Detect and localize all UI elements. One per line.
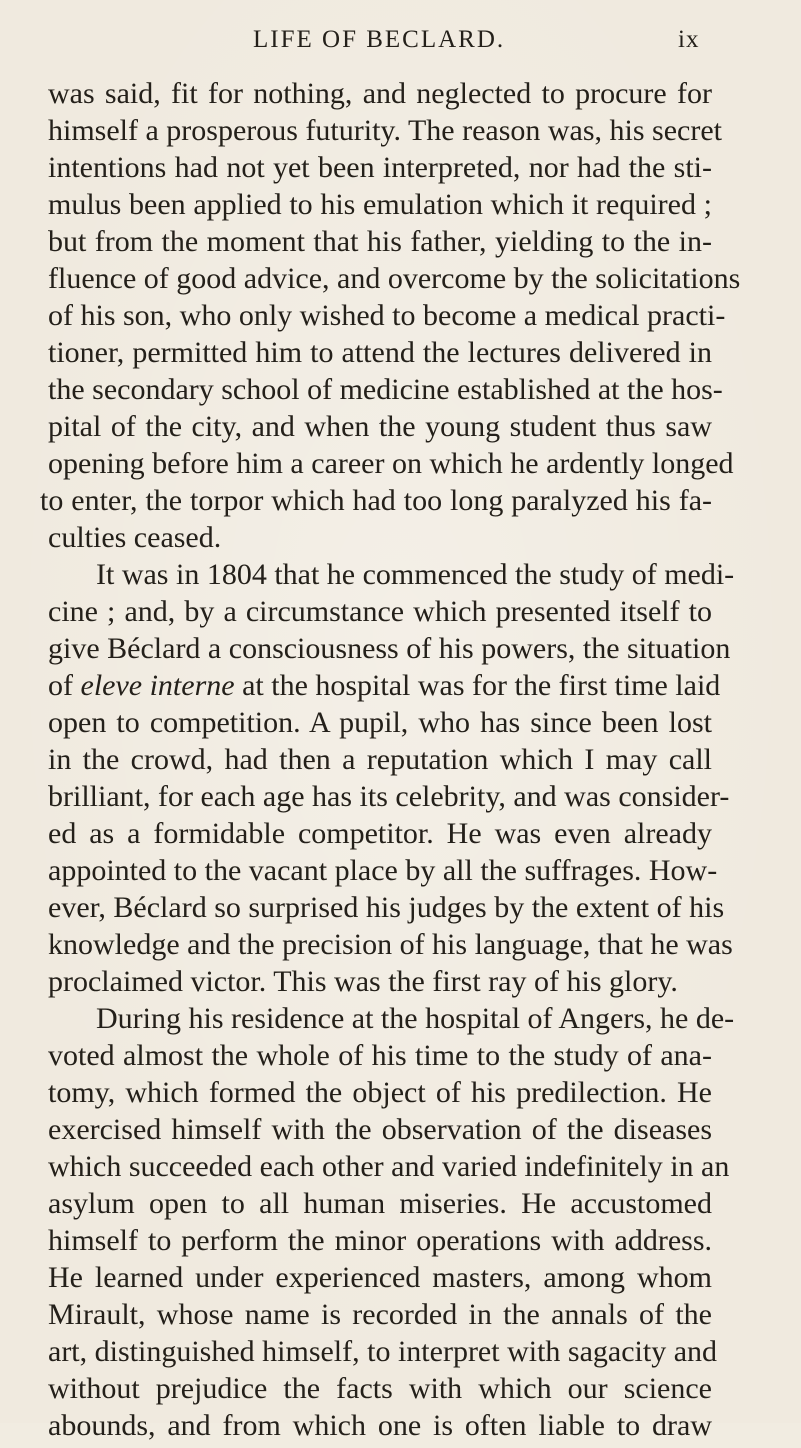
text-line: pital of the city, and when the young student thus saw <box>48 410 712 443</box>
text-line: mulus been applied to his emulation which it required ; <box>48 188 712 221</box>
text-line: asylum open to all human miseries. He accustomed <box>48 1187 712 1220</box>
text-line: tioner, permitted him to attend the lectures delivered in <box>48 336 712 369</box>
text-line: ever, Béclard so surprised his judges by the extent of his <box>48 891 725 924</box>
text-line: in the crowd, had then a reputation which I may call <box>48 743 712 776</box>
text-line: himself a prosperous futurity. The reason was, his secret <box>48 114 722 147</box>
text-line: without prejudice the facts with which our science <box>48 1372 712 1405</box>
text-line: of his son, who only wished to become a medical practi- <box>48 299 726 332</box>
italic-term: eleve interne <box>80 669 235 702</box>
text-line: himself to perform the minor operations with address. <box>48 1224 712 1257</box>
text-line: Mirault, whose name is recorded in the annals of the <box>48 1298 712 1331</box>
text-line: fluence of good advice, and overcome by the solicitations <box>48 262 741 295</box>
text-line: but from the moment that his father, yielding to the in- <box>48 225 712 258</box>
text-line: proclaimed victor. This was the first ray of his glory. <box>48 965 678 998</box>
text-line: exercised himself with the observation of the diseases <box>48 1113 712 1146</box>
text-line: which succeeded each other and varied indefinitely in an <box>48 1150 730 1183</box>
paragraph-start-line: It was in 1804 that he commenced the study of medi- <box>96 558 735 591</box>
text-line: to enter, the torpor which had too long paralyzed his fa- <box>40 484 712 517</box>
text-line: tomy, which formed the object of his predilection. He <box>48 1076 712 1109</box>
text-line: was said, fit for nothing, and neglected to procure for <box>48 77 712 110</box>
text-line: ed as a formidable competitor. He was even already <box>48 817 712 850</box>
text-line: appointed to the vacant place by all the suffrages. How- <box>48 854 718 887</box>
text-line: abounds, and from which one is often liable to draw <box>48 1409 712 1442</box>
text-line: art, distinguished himself, to interpret with sagacity and <box>48 1335 718 1368</box>
running-head-title: LIFE OF BECLARD. <box>253 26 506 53</box>
text-line: opening before him a career on which he ardently longed <box>48 447 734 480</box>
text-line: voted almost the whole of his time to the study of ana- <box>48 1039 712 1072</box>
text-line: open to competition. A pupil, who has since been lost <box>48 706 712 739</box>
text-line: culties ceased. <box>48 521 222 554</box>
text-line: the secondary school of medicine established at the hos- <box>48 373 723 406</box>
text-line: He learned under experienced masters, among whom <box>48 1261 712 1294</box>
text-line: knowledge and the precision of his language, that he was <box>48 928 733 961</box>
paragraph-start-line: During his residence at the hospital of Angers, he de- <box>96 1002 735 1035</box>
text-line: intentions had not yet been interpreted, nor had the sti- <box>48 151 712 184</box>
text-fragment: at the hospital was for the first time laid <box>234 669 721 702</box>
text-line: cine ; and, by a circumstance which presented itself to <box>48 595 712 628</box>
running-head <box>0 20 801 60</box>
text-line: brilliant, for each age has its celebrity, and was consider- <box>48 780 730 813</box>
text-fragment: of <box>48 669 81 702</box>
page-number: ix <box>678 26 700 53</box>
text-line: give Béclard a consciousness of his powers, the situation <box>48 632 731 665</box>
